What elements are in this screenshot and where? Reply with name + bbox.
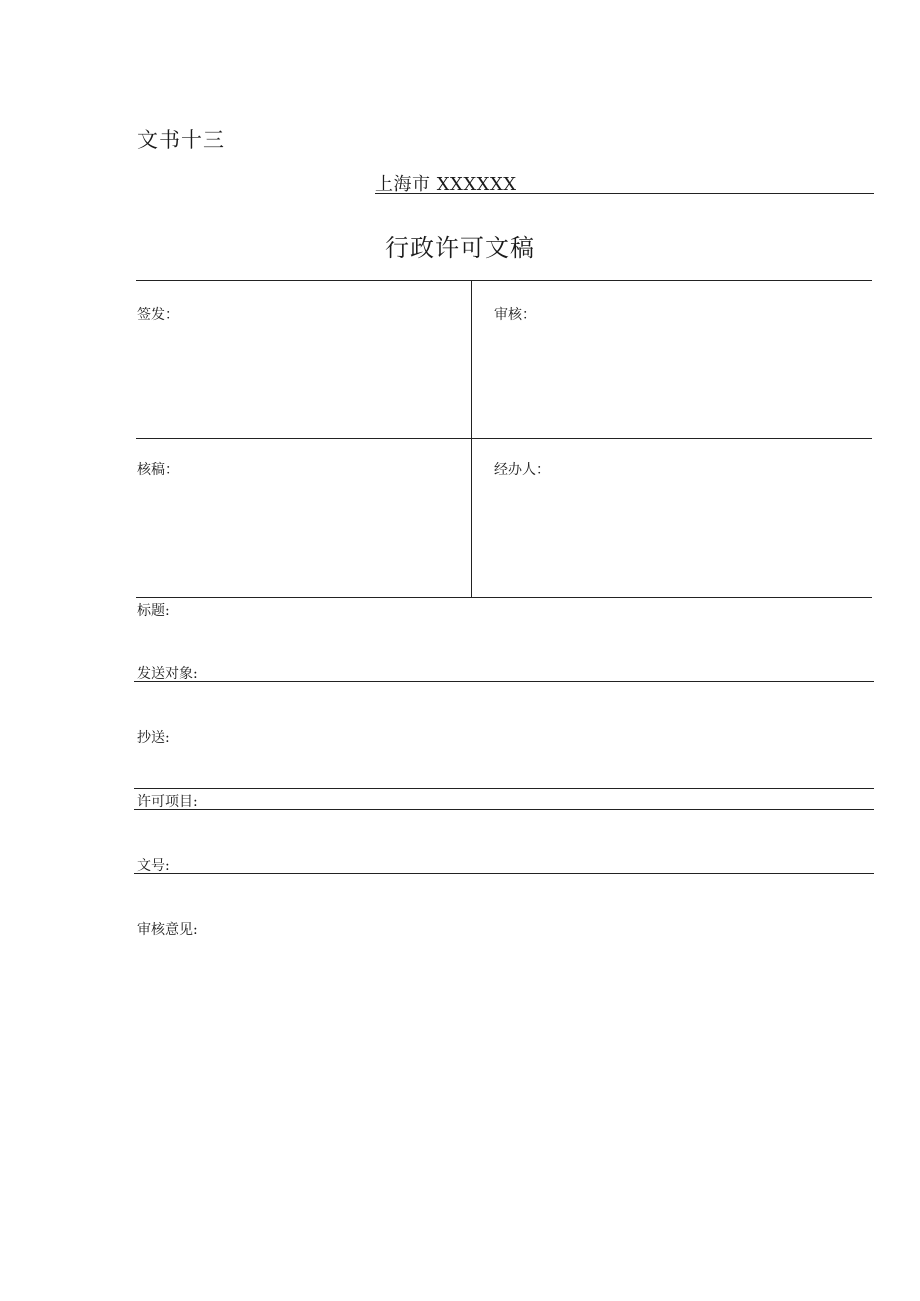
permit-item-underline [134, 809, 874, 810]
subject-label: 标题: [137, 603, 170, 619]
review-opinion-label: 审核意见: [137, 922, 198, 938]
check-label: 核稿： [137, 462, 179, 478]
doc-no-label: 文号: [137, 858, 170, 874]
cc-label: 抄送: [137, 730, 170, 746]
grid-bottom-border [136, 597, 872, 598]
grid-middle-border [136, 438, 872, 439]
office-name: 上海市 XXXXXX [375, 174, 517, 195]
review-label: 审核： [494, 307, 536, 323]
document-number: 文书十三 [137, 128, 225, 152]
sign-label: 签发： [137, 307, 179, 323]
cc-underline [134, 788, 874, 789]
grid-top-border [136, 280, 872, 281]
recipient-underline [134, 681, 874, 682]
permit-item-label: 许可项目: [137, 794, 198, 810]
page-title: 行政许可文稿 [385, 234, 535, 262]
doc-no-underline [134, 873, 874, 874]
handler-label: 经办人： [494, 462, 550, 478]
recipient-label: 发送对象: [137, 666, 198, 682]
office-name-underline [375, 193, 874, 194]
